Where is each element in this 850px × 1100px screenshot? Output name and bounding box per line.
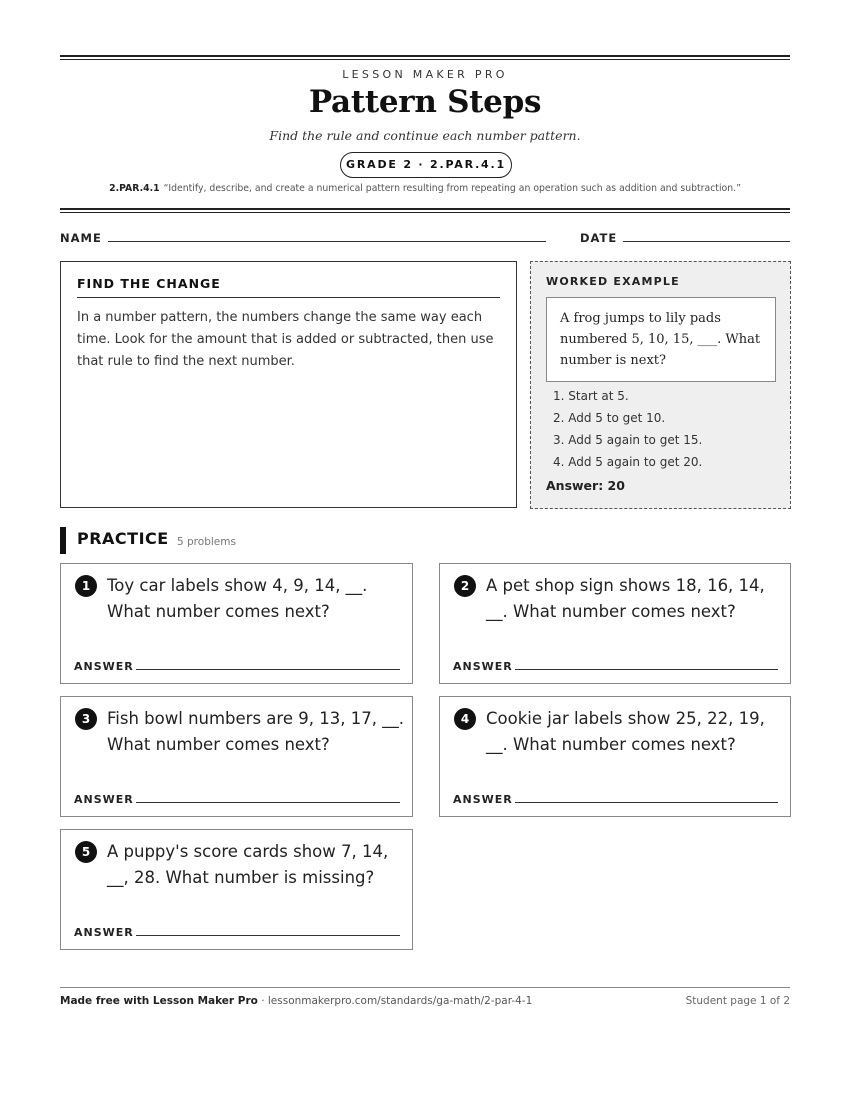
- problem-number-badge: 5: [75, 841, 97, 863]
- practice-problem-4: [439, 696, 791, 817]
- standard-description: [0, 183, 850, 194]
- standard-code: 2.PAR.4.1: [109, 183, 160, 194]
- footer-url[interactable]: · lessonmakerpro.com/standards/ga-math/2-par-4-1: [257, 995, 533, 1007]
- problem-question: A puppy's score cards show 7, 14, __, 28. What number is missing?: [107, 842, 389, 887]
- practice-count: 5 problems: [177, 536, 236, 548]
- practice-problem-5: [60, 829, 413, 950]
- answer-label: ANSWER: [453, 660, 513, 673]
- answer-field[interactable]: [136, 669, 400, 670]
- footer-made-with: Made free with Lesson Maker Pro: [60, 995, 258, 1007]
- problem-question: Cookie jar labels show 25, 22, 19, __. What number comes next?: [486, 709, 765, 754]
- problem-question: Toy car labels show 4, 9, 14, __. What number comes next?: [107, 576, 368, 621]
- worked-example-step: 4. Add 5 again to get 20.: [553, 455, 703, 469]
- problem-question: A pet shop sign shows 18, 16, 14, __. What number comes next?: [486, 576, 765, 621]
- problem-number-badge: 3: [75, 708, 97, 730]
- practice-problem-3: [60, 696, 413, 817]
- answer-label: ANSWER: [74, 926, 134, 939]
- name-label: NAME: [60, 231, 102, 245]
- practice-accent-bar: [60, 527, 66, 554]
- practice-title: PRACTICE: [77, 529, 169, 548]
- worked-example-answer: Answer: 20: [546, 478, 625, 493]
- worked-example-box: [530, 261, 791, 509]
- brand-name: LESSON MAKER PRO: [342, 68, 508, 81]
- name-field[interactable]: [108, 241, 546, 242]
- worked-example-steps: [553, 385, 702, 473]
- header-bottom-rule: [60, 208, 790, 213]
- practice-problem-1: [60, 563, 413, 684]
- grade-badge: GRADE 2 · 2.PAR.4.1: [340, 152, 512, 178]
- concept-box: [60, 261, 517, 508]
- worked-example-step: 1. Start at 5.: [553, 389, 629, 403]
- worked-example-heading: WORKED EXAMPLE: [546, 275, 680, 288]
- date-field[interactable]: [623, 241, 790, 242]
- worked-example-problem: A frog jumps to lily pads numbered 5, 10, 15, ___. What number is next?: [546, 297, 776, 382]
- answer-label: ANSWER: [74, 793, 134, 806]
- answer-field[interactable]: [136, 802, 400, 803]
- page-title: Pattern Steps: [308, 84, 542, 120]
- answer-label: ANSWER: [74, 660, 134, 673]
- date-label: DATE: [580, 231, 618, 245]
- concept-body: In a number pattern, the numbers change the same way each time. Look for the amount that is added or subtracted, then use that rule to find the next number.: [77, 310, 494, 369]
- standard-text: “Identify, describe, and create a numerical pattern resulting from repeating an operation such as addition and subtraction.”: [163, 183, 741, 194]
- problem-number-badge: 1: [75, 575, 97, 597]
- practice-problem-2: [439, 563, 791, 684]
- footer-rule: [60, 987, 790, 988]
- answer-label: ANSWER: [453, 793, 513, 806]
- concept-heading: FIND THE CHANGE: [77, 276, 500, 298]
- page-subtitle: Find the rule and continue each number pattern.: [269, 128, 581, 143]
- top-rule: [60, 55, 790, 60]
- answer-field[interactable]: [515, 669, 778, 670]
- footer-page-number: Student page 1 of 2: [685, 995, 790, 1007]
- footer-credit: [60, 995, 532, 1007]
- answer-field[interactable]: [136, 935, 400, 936]
- problem-question: Fish bowl numbers are 9, 13, 17, __. What number comes next?: [107, 709, 404, 754]
- answer-field[interactable]: [515, 802, 778, 803]
- worked-example-step: 3. Add 5 again to get 15.: [553, 433, 703, 447]
- problem-number-badge: 2: [454, 575, 476, 597]
- problem-number-badge: 4: [454, 708, 476, 730]
- worked-example-step: 2. Add 5 to get 10.: [553, 411, 666, 425]
